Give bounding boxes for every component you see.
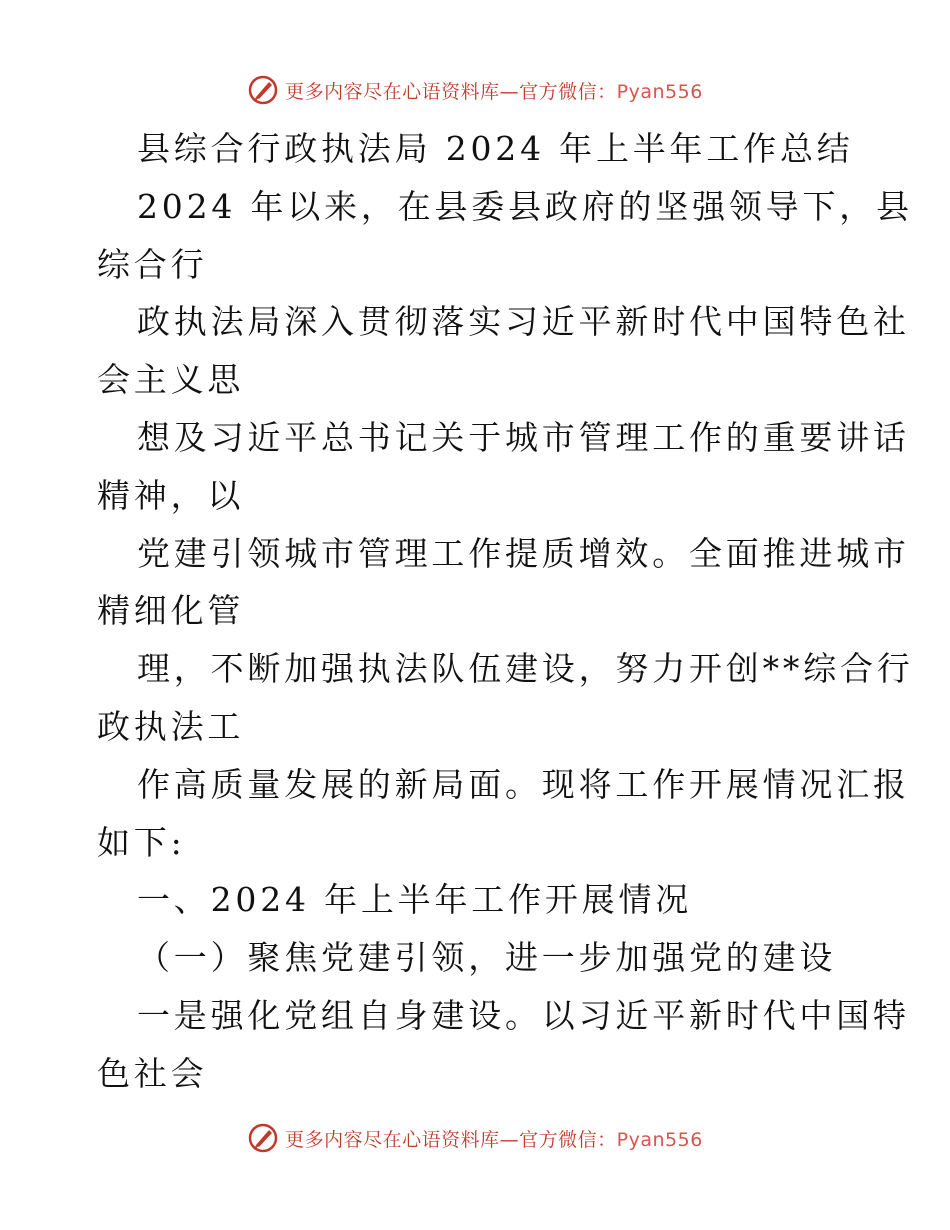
text-line: 作高质量发展的新局面。现将工作开展情况汇报 [137, 764, 910, 804]
watermark-account: Pyan556 [616, 80, 703, 103]
text-line: 综合行 [97, 244, 208, 284]
watermark-text: 更多内容尽在心语资料库—官方微信：Pyan556 [285, 1128, 703, 1151]
text-line: （一）聚焦党建引领，进一步加强党的建设 [137, 938, 837, 978]
quill-logo-icon [247, 1122, 279, 1154]
quill-logo-icon [247, 74, 279, 106]
text-line: 想及习近平总书记关于城市管理工作的重要讲话 [137, 417, 910, 457]
text-line: 色社会 [97, 1053, 208, 1093]
watermark-banner-top [0, 70, 950, 110]
text-line: 政执法局深入贯彻落实习近平新时代中国特色社 [137, 302, 910, 342]
text-line: 一、2024 年上半年工作开展情况 [137, 880, 693, 920]
text-line: 如下: [97, 822, 186, 862]
watermark-text: 更多内容尽在心语资料库—官方微信：Pyan556 [285, 80, 703, 103]
text-line: 2024 年以来，在县委县政府的坚强领导下，县 [137, 186, 913, 226]
text-line: 政执法工 [97, 706, 245, 746]
text-line: 党建引领城市管理工作提质增效。全面推进城市 [137, 533, 910, 573]
text-line: 县综合行政执法局 2024 年上半年工作总结 [137, 129, 854, 168]
text-line: 精细化管 [97, 591, 245, 631]
text-line: 精神，以 [97, 475, 245, 515]
watermark-banner-bottom [0, 1118, 950, 1158]
document-body [97, 120, 914, 1103]
text-line: 理，不断加强执法队伍建设，努力开创**综合行 [137, 649, 914, 689]
text-line: 一是强化党组自身建设。以习近平新时代中国特 [137, 995, 910, 1035]
text-line: 会主义思 [97, 360, 245, 400]
watermark-account: Pyan556 [616, 1128, 703, 1151]
